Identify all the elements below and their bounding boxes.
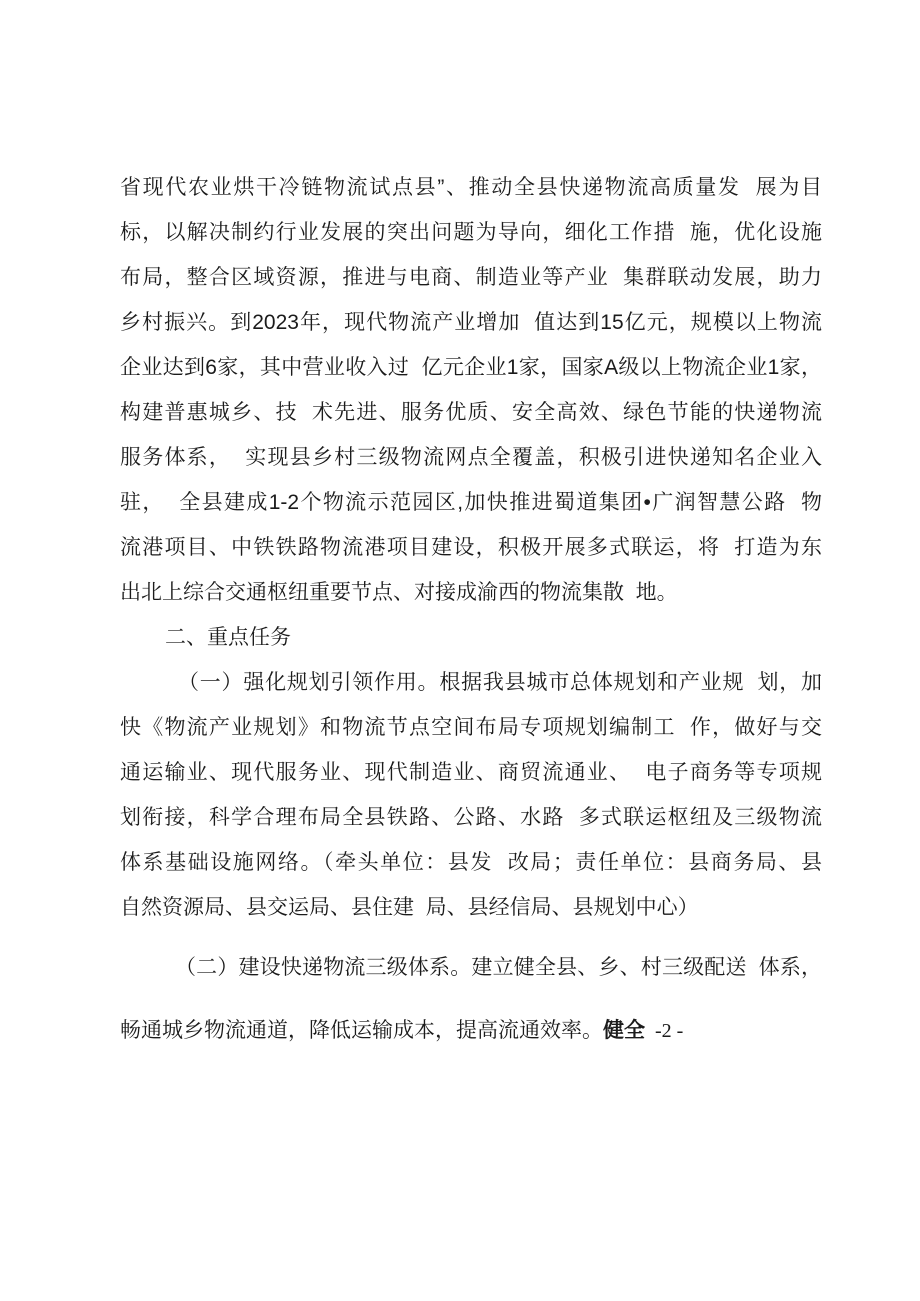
task2-line-1: （二）建设快递物流三级体系。建立健全县、乡、村三级配送 体系，: [175, 956, 822, 979]
task1-line-1: （一）强化规划引领作用。根据我县城市总体规划和产业规 划，加: [178, 671, 822, 694]
task2-line-2: [120, 1008, 820, 1053]
body-line-4: 乡村振兴。到2023年，现代物流产业增加 值达到15亿元，规模以上物流: [120, 311, 822, 334]
body-line-8: 驻， 全县建成1-2个物流示范园区,加快推进蜀道集团•广润智慧公路 物: [120, 491, 822, 514]
body-line-7: 服务体系， 实现县乡村三级物流网点全覆盖，积极引进快递知名企业入: [120, 446, 822, 469]
body-line-3: 布局，整合区域资源，推进与电商、制造业等产业 集群联动发展，助力: [120, 266, 822, 289]
task2-line-2-text: 畅通城乡物流通道，降低运输成本，提高流通效率。: [120, 1019, 603, 1042]
body-line-6: 构建普惠城乡、技 术先进、服务优质、安全高效、绿色节能的快递物流: [120, 401, 822, 424]
task1-line-6: 自然资源局、县交运局、县住建 局、县经信局、县规划中心）: [120, 896, 699, 919]
task2-line-2-bold-text: 健全: [603, 1019, 645, 1042]
task1-line-4: 划衔接，科学合理布局全县铁路、公路、水路 多式联运枢纽及三级物流: [120, 806, 822, 829]
body-line-10: 出北上综合交通枢纽重要节点、对接成渝西的物流集散 地。: [120, 581, 678, 604]
body-line-9: 流港项目、中铁铁路物流港项目建设，积极开展多式联运，将 打造为东: [120, 536, 822, 559]
task1-line-2: 快《物流产业规划》和物流节点空间布局专项规划编制工 作，做好与交: [120, 716, 822, 739]
body-line-5: 企业达到6家，其中营业收入过 亿元企业1家，国家A级以上物流企业1家，: [120, 356, 822, 379]
body-line-1: 省现代农业烘干冷链物流试点县”、推动全县快递物流高质量发 展为目: [120, 176, 822, 199]
task1-line-5: 体系基础设施网络。（牵头单位：县发 改局；责任单位：县商务局、县: [120, 851, 822, 874]
body-line-2: 标，以解决制约行业发展的突出问题为导向，细化工作措 施，优化设施: [120, 221, 822, 244]
task1-line-3: 通运输业、现代服务业、现代制造业、商贸流通业、 电子商务等专项规: [120, 761, 822, 784]
section-heading: 二、重点任务: [165, 626, 291, 649]
page-number: -2 -: [655, 1020, 684, 1042]
